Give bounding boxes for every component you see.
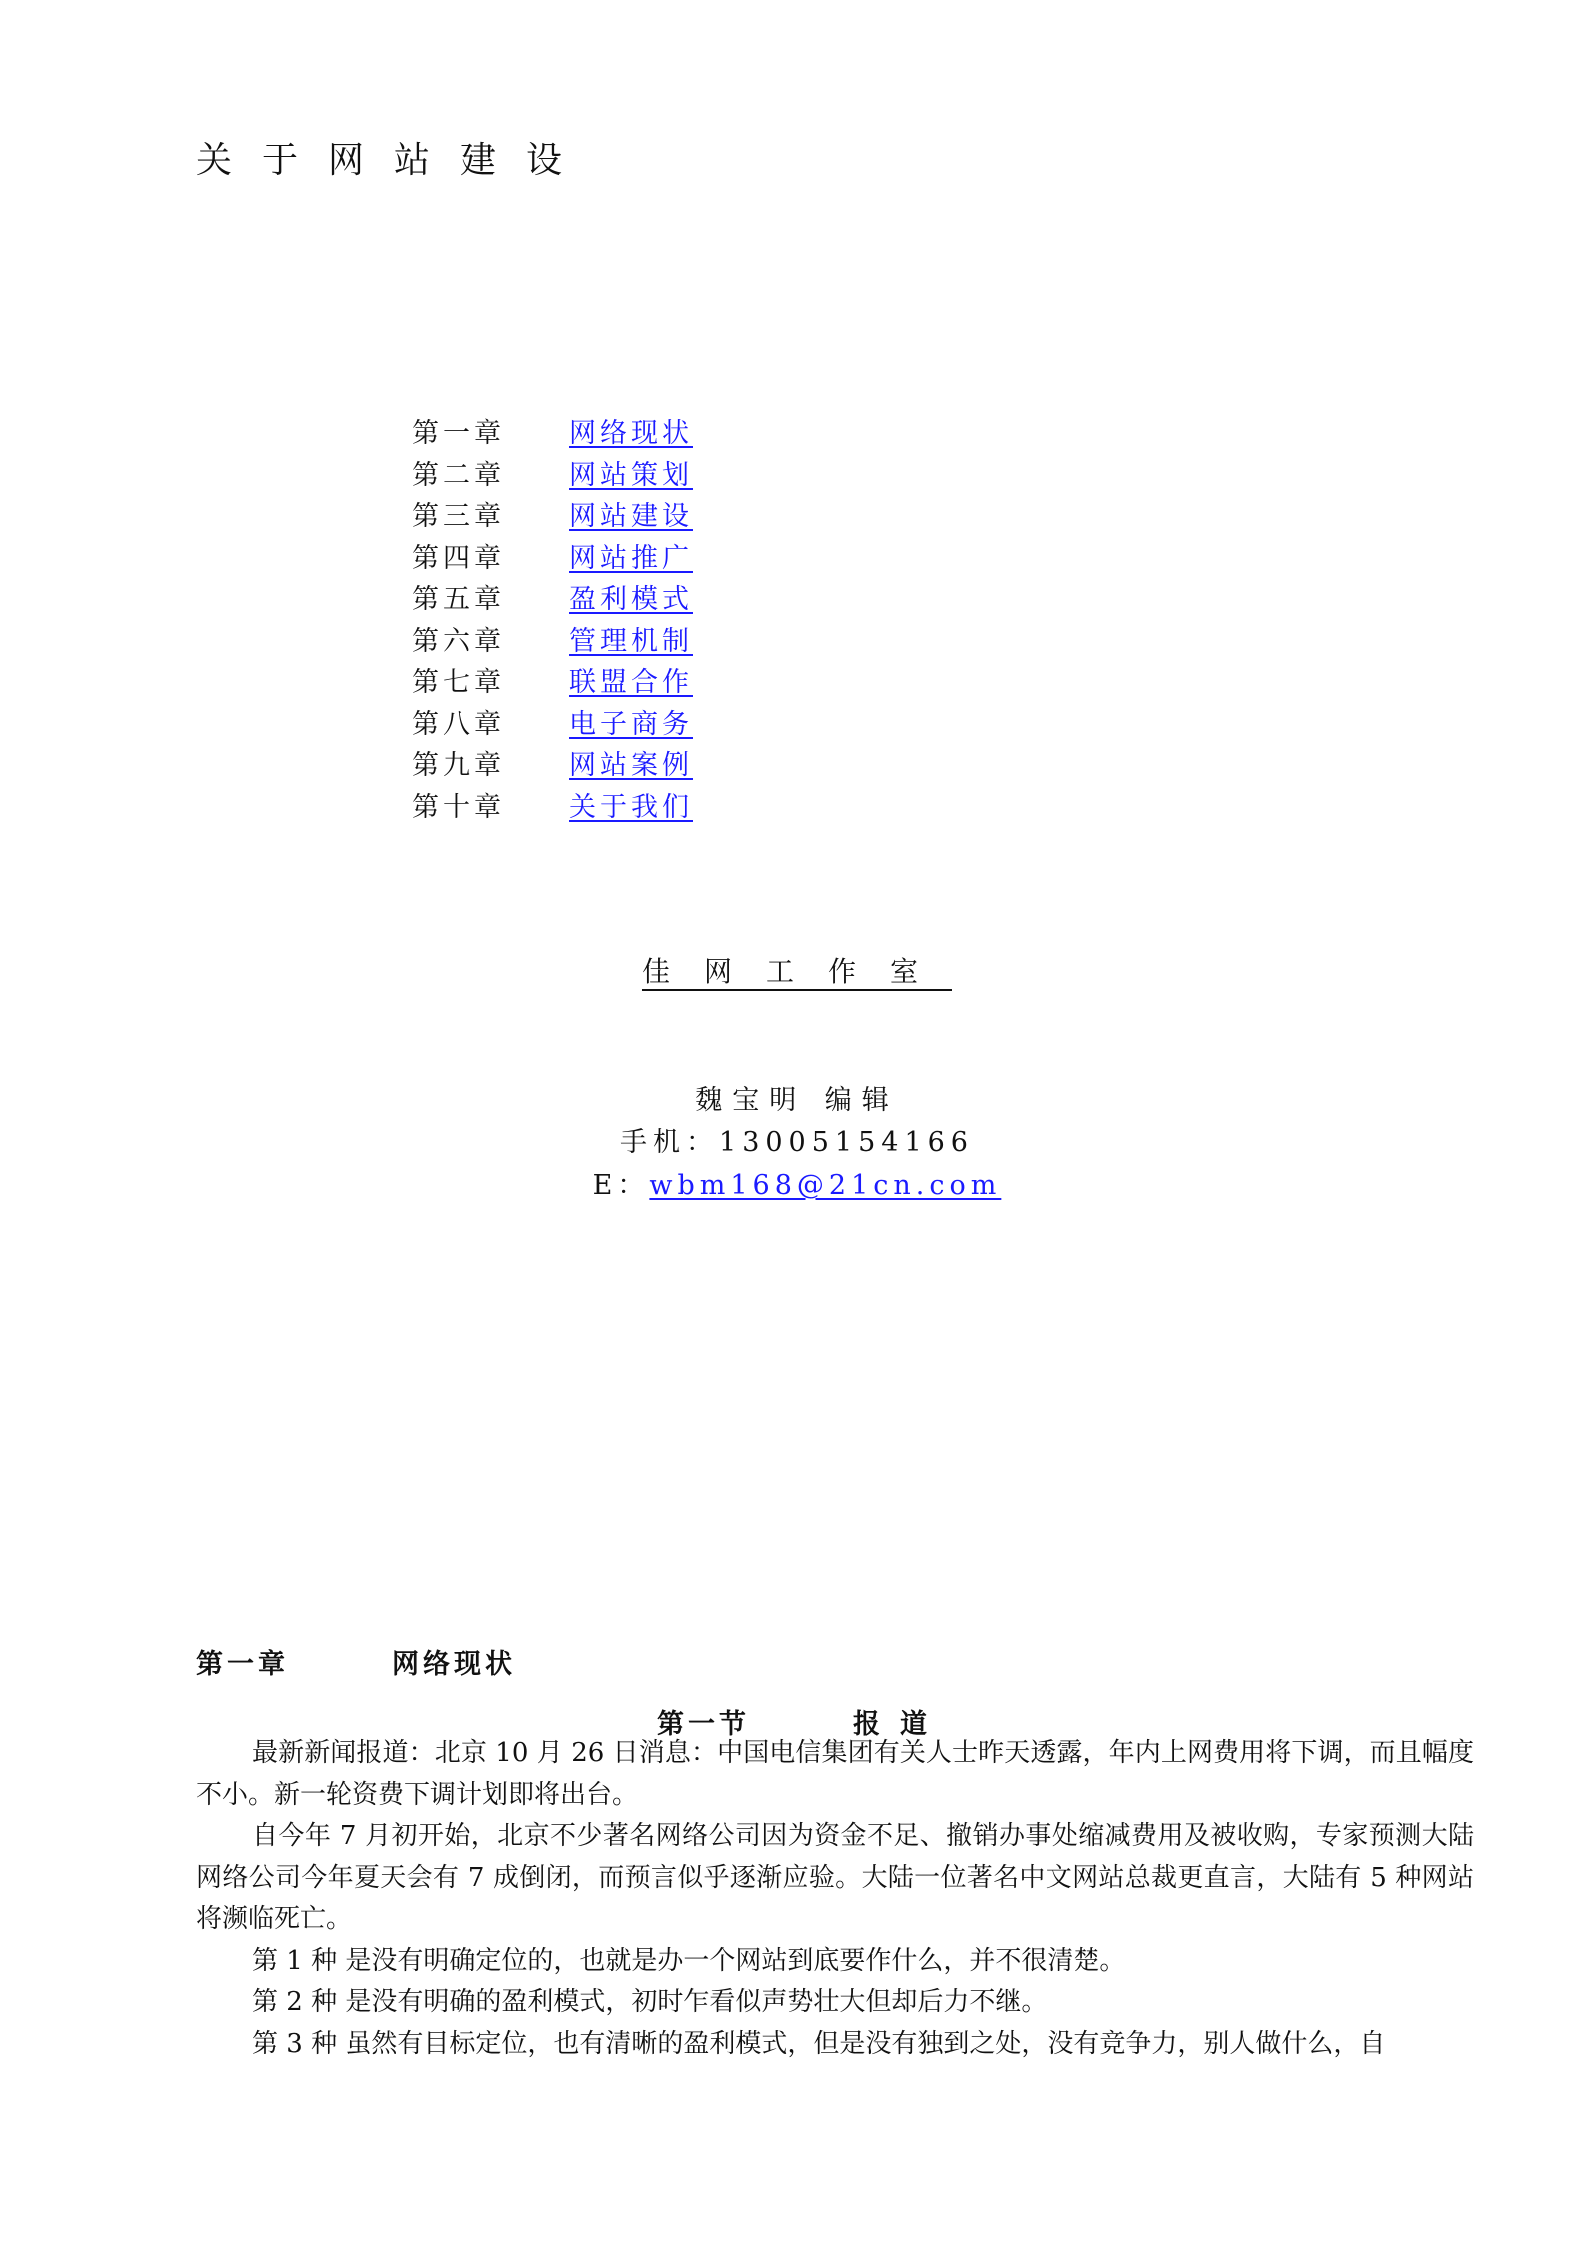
document-title: 关于网站建设 [196,140,593,181]
chapter-number: 第一章 [196,1649,289,1680]
toc-item [412,618,693,660]
phone-label: 手机： [620,1127,720,1158]
body-text [196,1733,1474,2065]
toc-item [412,535,693,577]
toc-item [412,452,693,494]
toc-link-profit-model[interactable]: 盈利模式 [569,584,693,616]
toc-chapter-number: 第八章 [412,708,505,740]
studio-name: 佳网工作室 [641,955,952,988]
section-title: 报道 [853,1709,947,1740]
toc-item [412,410,693,452]
phone-line [0,1120,1594,1159]
paragraph: 最新新闻报道：北京 10 月 26 日消息：中国电信集团有关人士昨天透露，年内上网费用将下调，而且幅度不小。新一轮资费下调计划即将出台。 [196,1738,1474,1810]
toc-link-ecommerce[interactable]: 电子商务 [569,708,693,740]
toc-item [412,742,693,784]
toc-item [412,701,693,743]
email-label: E： [592,1170,650,1201]
toc-chapter-number: 第九章 [412,750,505,782]
editor-credit: 魏宝明 编辑 [695,1085,899,1116]
toc-item [412,493,693,535]
toc-link-management[interactable]: 管理机制 [569,625,693,657]
section-number: 第一节 [657,1709,750,1740]
toc-link-site-building[interactable]: 网站建设 [569,501,693,533]
toc-chapter-number: 第一章 [412,418,505,450]
paragraph: 自今年 7 月初开始，北京不少著名网络公司因为资金不足、撤销办事处缩减费用及被收购，专家预测大陆网络公司今年夏天会有 7 成倒闭，而预言似乎逐渐应验。大陆一位著名中文网站总裁更直言，大陆有 5 种网站将濒临死亡。 [196,1821,1474,1934]
toc-chapter-number: 第三章 [412,501,505,533]
toc-link-about-us[interactable]: 关于我们 [569,791,693,823]
toc-link-site-planning[interactable]: 网站策划 [569,459,693,491]
phone-number: 13005154166 [719,1127,974,1158]
email-link[interactable]: wbm168@21cn.com [649,1170,1002,1201]
toc-link-network-status[interactable]: 网络现状 [569,418,693,450]
toc-link-alliance[interactable]: 联盟合作 [569,667,693,699]
email-line [0,1163,1594,1202]
toc-chapter-number: 第四章 [412,542,505,574]
table-of-contents [412,410,693,825]
toc-item [412,576,693,618]
toc-chapter-number: 第五章 [412,584,505,616]
chapter-title: 网络现状 [392,1649,516,1680]
toc-chapter-number: 第七章 [412,667,505,699]
toc-link-site-promotion[interactable]: 网站推广 [569,542,693,574]
paragraph: 第 3 种 虽然有目标定位，也有清晰的盈利模式，但是没有独到之处，没有竞争力，别人做什么，自 [252,2028,1386,2059]
toc-chapter-number: 第十章 [412,791,505,823]
chapter-heading [196,1642,516,1681]
paragraph: 第 1 种 是没有明确定位的，也就是办一个网站到底要作什么，并不很清楚。 [252,1945,1126,1976]
toc-link-case-studies[interactable]: 网站案例 [569,750,693,782]
toc-chapter-number: 第二章 [412,459,505,491]
toc-item [412,784,693,826]
paragraph: 第 2 种 是没有明确的盈利模式，初时乍看似声势壮大但却后力不继。 [252,1987,1048,2017]
toc-item [412,659,693,701]
toc-chapter-number: 第六章 [412,625,505,657]
